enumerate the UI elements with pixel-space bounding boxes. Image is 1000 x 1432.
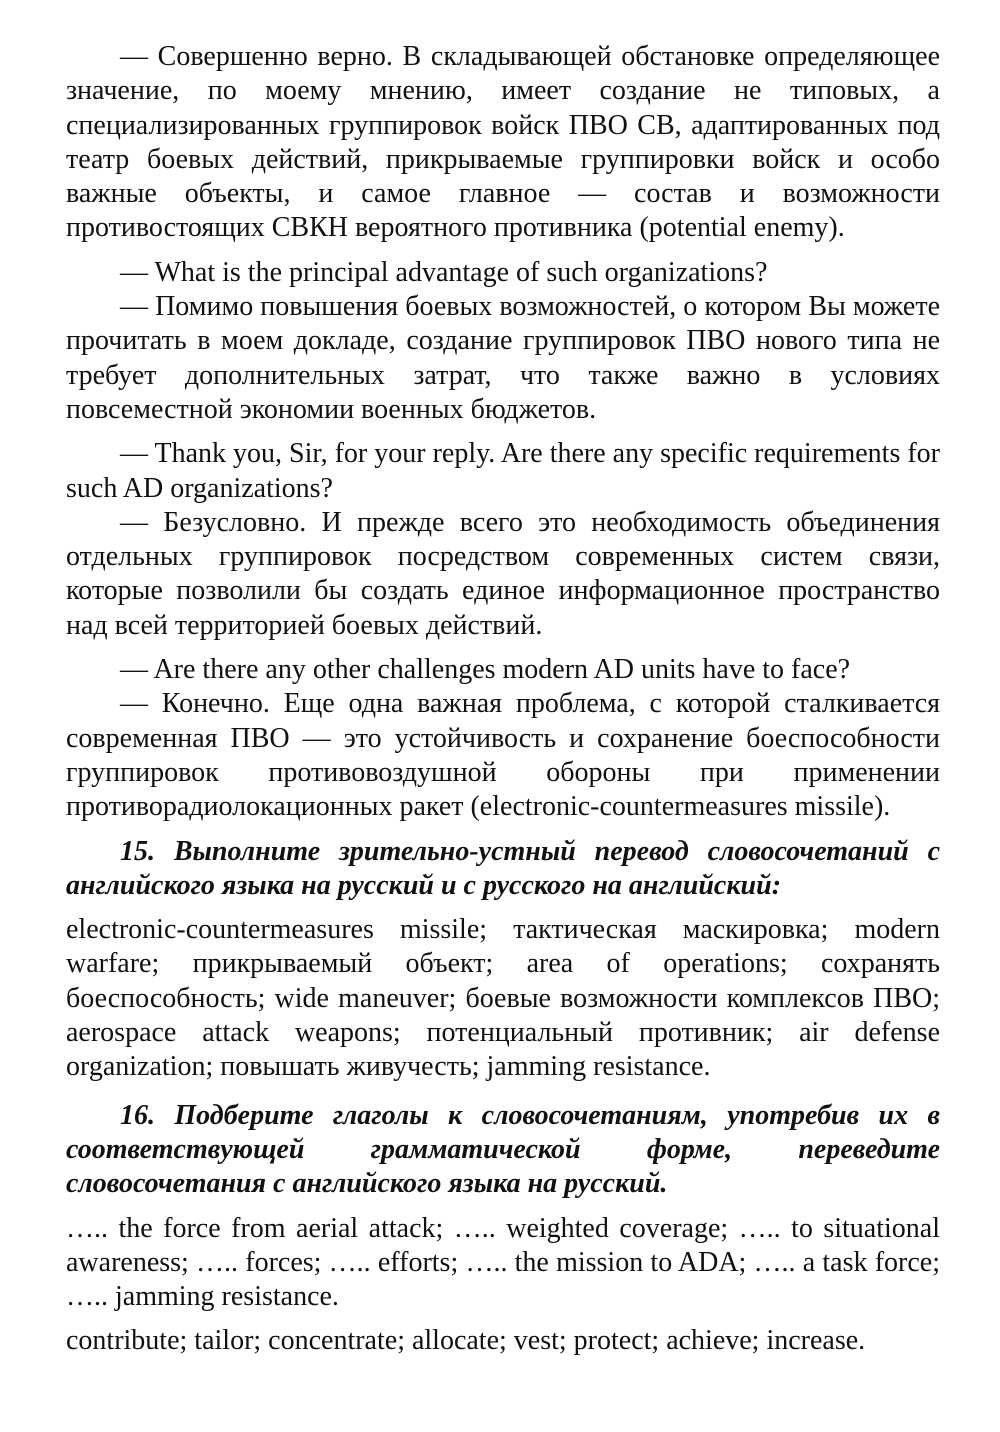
exercise-15-heading: 15. Выполните зрительно-устный перевод словосочетаний с английского языка на русский и с русского на английский: bbox=[66, 835, 940, 901]
dialogue-paragraph-1: — Совершенно верно. В складывающей обстановке определяющее значение, по моему мнению, имеет создание не типовых, а специализированных группировок войск ПВО СВ, адаптированных под театр боевых действий, прикрываемые группировки войск и особо важные объекты, и самое главное — состав и возможности противостоящих СВКН вероятного противника (potential enemy). bbox=[66, 41, 940, 244]
exercise-16-phrases: ….. the force from aerial attack; ….. weighted coverage; ….. to situational awareness; ….. forces; ….. efforts; ….. the mission to ADA; ….. a task force; ….. jamming resistance. bbox=[66, 1212, 940, 1313]
dialogue-paragraph-5: — Безусловно. И прежде всего это необходимость объединения отдельных группировок посредством современных систем связи, которые позволили бы создать единое информационное пространство над всей территорией боевых действий. bbox=[66, 506, 940, 641]
dialogue-question-6: — Are there any other challenges modern AD units have to face? bbox=[120, 654, 851, 686]
exercise-15-body: electronic-countermeasures missile; тактическая маскировка; modern warfare; прикрываемый объект; area of operations; сохранять боеспособность; wide maneuver; боевые возможности комплексов ПВО; aerospace attack weapons; потенциальный противник; air defense organization; повышать живучесть; jamming resistance. bbox=[66, 914, 940, 1083]
dialogue-paragraph-7: — Конечно. Еще одна важная проблема, с которой сталкивается современная ПВО — это устойчивость и сохранение боеспособности группировок противовоздушной обороны при применении противорадиолокационных ракет (electronic-countermeasures missile). bbox=[66, 688, 940, 823]
exercise-16-verbs: contribute; tailor; concentrate; allocate; vest; protect; achieve; increase. bbox=[66, 1325, 866, 1357]
dialogue-question-2: — What is the principal advantage of such organizations? bbox=[120, 256, 768, 288]
dialogue-question-4: — Thank you, Sir, for your reply. Are there any specific requirements for such AD organizations? bbox=[66, 438, 940, 504]
dialogue-paragraph-3: — Помимо повышения боевых возможностей, о котором Вы можете прочитать в моем докладе, создание группировок ПВО нового типа не требует дополнительных затрат, что также важно в условиях повсеместной экономии военных бюджетов. bbox=[66, 291, 940, 425]
exercise-16-heading: 16. Подберите глаголы к словосочетаниям, употребив их в соответствующей грамматической форме, переведите словосочетания с английского языка на русский. bbox=[66, 1099, 940, 1200]
